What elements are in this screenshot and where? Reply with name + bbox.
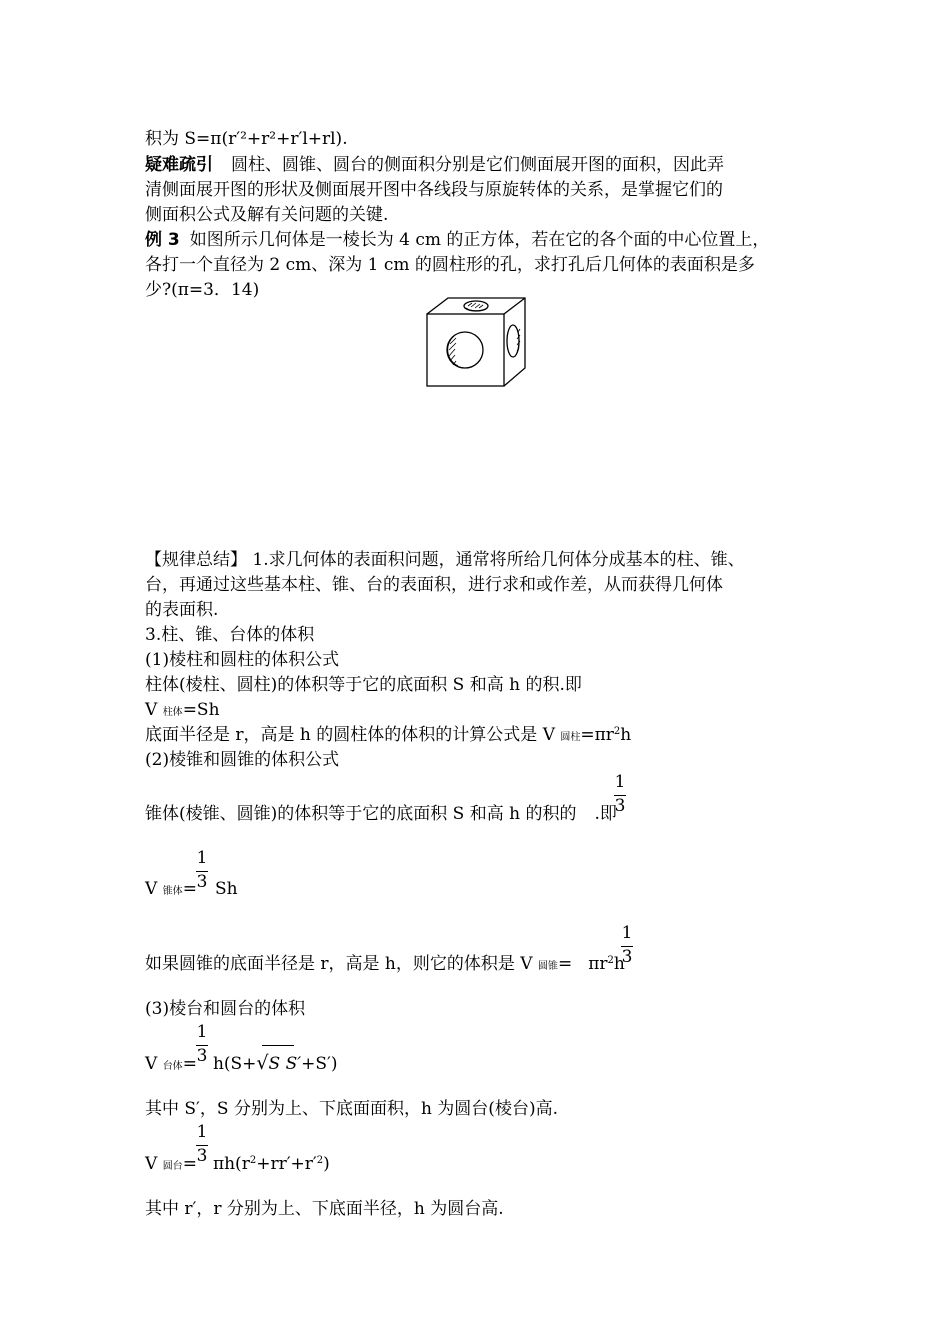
text-line: 锥体(棱锥、圆锥)的体积等于它的底面积 S 和高 h 的积的 .即 (145, 804, 617, 824)
formula-round-frustum-volume: V 圆台= $\pi h(r^2+rr'+r'^2)$ (145, 1154, 330, 1174)
formula-frustum-volume: V 台体= h(S+√S S′+S′) (145, 1052, 338, 1074)
text-line: 清侧面展开图的形状及侧面展开图中各线段与原旋转体的关系，是掌握它们的 (145, 180, 723, 200)
cube-figure (420, 294, 530, 390)
text-line: 【规律总结】 1.求几何体的表面积问题，通常将所给几何体分成基本的柱、锥、 (145, 550, 745, 570)
text-line: 积为 S=π(r′²+r²+r′l+rl). (145, 129, 348, 149)
text-line: 台，再通过这些基本柱、锥、台的表面积，进行求和或作差，从而获得几何体 (145, 575, 723, 595)
text-line: (1)棱柱和圆柱的体积公式 (145, 650, 340, 670)
formula-cylinder-volume: 底面半径是 r，高是 h 的圆柱体的体积的计算公式是 V 圆柱$=\pi r^2h$ (145, 725, 632, 745)
formula-cone-volume: V 锥体= Sh (145, 879, 238, 899)
text-line: 各打一个直径为 2 cm、深为 1 cm 的圆柱形的孔，求打孔后几何体的表面积是多 (145, 255, 755, 275)
formula-prism-volume: V 柱体=Sh (145, 700, 220, 720)
text-line: (2)棱锥和圆锥的体积公式 (145, 750, 340, 770)
text-line: 3.柱、锥、台体的体积 (145, 625, 315, 645)
text-line: 少?(π=3．14) (145, 280, 260, 300)
section-label: 疑难疏引 (145, 155, 213, 175)
text-line: 其中 r′，r 分别为上、下底面半径，h 为圆台高. (145, 1199, 504, 1219)
formula-round-cone-volume: 如果圆锥的底面半径是 r，高是 h，则它的体积是 V 圆锥= $\pi r^2h$ (145, 954, 625, 974)
text-line: 疑难疏引 圆柱、圆锥、圆台的侧面积分别是它们侧面展开图的面积，因此弄 (145, 155, 724, 175)
text-line: (3)棱台和圆台的体积 (145, 999, 306, 1019)
text-line: 侧面积公式及解有关问题的关键. (145, 205, 389, 225)
text-line: 例 3 如图所示几何体是一棱长为 4 cm 的正方体，若在它的各个面的中心位置上， (145, 230, 770, 250)
sqrt-vinculum (262, 1045, 294, 1046)
text-line: 的表面积. (145, 600, 219, 620)
example-label: 例 3 (145, 230, 180, 250)
text-line: 柱体(棱柱、圆柱)的体积等于它的底面积 S 和高 h 的积.即 (145, 675, 582, 695)
text-line: 其中 S′，S 分别为上、下底面面积，h 为圆台(棱台)高. (145, 1099, 558, 1119)
